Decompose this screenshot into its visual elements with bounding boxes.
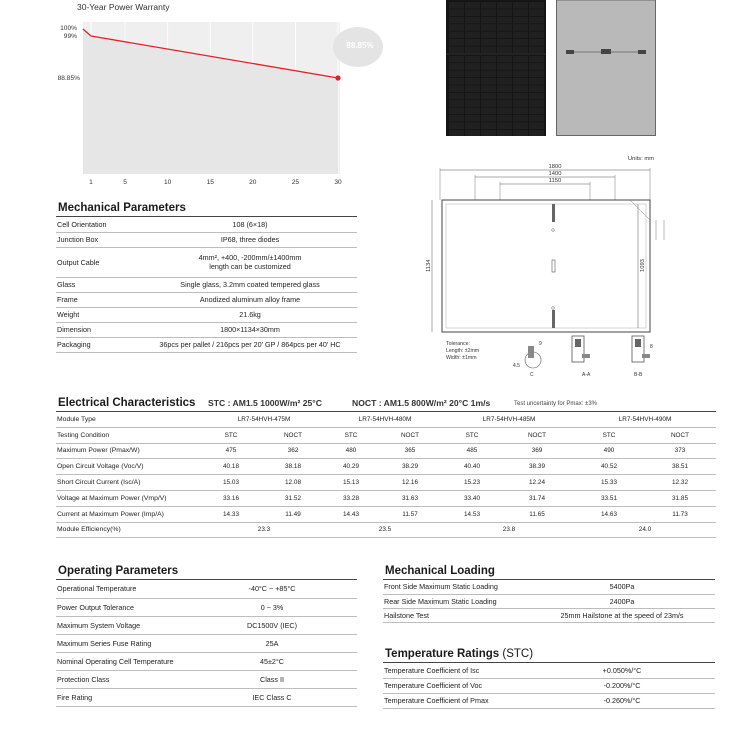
technical-drawing	[420, 160, 690, 382]
table-row: Weight 21.6kg	[56, 307, 357, 322]
tolerance-width: Width: ±1mm	[446, 355, 477, 361]
units-label: Units: mm	[628, 156, 655, 162]
label-bb: B-B	[634, 372, 643, 378]
panel-front-image	[446, 0, 546, 136]
table-row: Module Type LR7-54HVH-475M LR7-54HVH-480M LR7-54HVH-485M LR7-54HVH-490M	[56, 412, 716, 427]
electrical-noct: NOCT : AM1.5 800W/m² 20°C 1m/s	[352, 398, 491, 408]
temperature-table	[383, 663, 715, 709]
table-row: Front Side Maximum Static Loading 5400Pa	[383, 580, 715, 594]
table-row: Temperature Coefficient of Pmax -0.260%/°C	[383, 693, 715, 708]
electrical-test-note: Test uncertainty for Pmax: ±3%	[514, 401, 597, 407]
warranty-badge-text: 88.85%	[346, 41, 374, 50]
table-row: Nominal Operating Cell Temperature 45±2°C	[56, 652, 357, 670]
table-row: Maximum System Voltage DC1500V (IEC)	[56, 616, 357, 634]
mechanical-title: Mechanical Parameters	[58, 202, 186, 214]
table-row: Short Circuit Current (Isc/A) 15.03 12.08 15.13 12.16 15.23 12.24 15.33 12.32	[56, 475, 716, 491]
x-tick-label: 20	[249, 179, 257, 186]
table-row: Frame Anodized aluminum alloy frame	[56, 292, 357, 307]
table-row: Output Cable 4mm², +400, -200mm/±1400mm length can be customized	[56, 247, 357, 277]
table-row: Rear Side Maximum Static Loading 2400Pa	[383, 594, 715, 608]
dim-1800: 1800	[548, 164, 562, 170]
table-row: Testing Condition STC NOCT STC NOCT STC NOCT STC NOCT	[56, 427, 716, 443]
warranty-title: 30-Year Power Warranty	[77, 2, 170, 12]
table-row: Maximum Power (Pmax/W) 475 362 480 365 485 369 490 373	[56, 443, 716, 459]
dim-1093: 1093	[640, 259, 646, 272]
table-row: Glass Single glass, 3.2mm coated tempered glass	[56, 277, 357, 292]
temperature-title-main: Temperature Ratings	[385, 648, 500, 660]
temperature-title	[385, 648, 533, 660]
label-8: 8	[650, 344, 653, 350]
table-row: Packaging 36pcs per pallet / 216pcs per 20' GP / 864pcs per 40' HC	[56, 337, 357, 352]
table-row: Power Output Tolerance 0 ~ 3%	[56, 598, 357, 616]
table-row: Operational Temperature -40°C ~ +85°C	[56, 580, 357, 598]
table-row: Hailstone Test 25mm Hailstone at the speed of 23m/s	[383, 608, 715, 622]
mech-loading-title: Mechanical Loading	[385, 565, 495, 577]
table-row: Dimension 1800×1134×30mm	[56, 322, 357, 337]
table-row: Temperature Coefficient of Voc -0.200%/°C	[383, 678, 715, 693]
y-label-8885: 88.85%	[57, 75, 80, 82]
mech-loading-table	[383, 580, 715, 623]
mechanical-table	[56, 217, 357, 353]
x-tick-label: 5	[123, 179, 127, 186]
table-row: Open Circuit Voltage (Voc/V) 40.18 38.18 40.29 38.29 40.40 38.39 40.52 38.51	[56, 459, 716, 475]
x-tick-label: 30	[334, 179, 342, 186]
dim-1150: 1150	[548, 178, 562, 184]
tolerance-title: Tolerance:	[446, 341, 470, 347]
table-row: Current at Maximum Power (Imp/A) 14.33 11.49 14.43 11.57 14.53 11.65 14.63 11.73	[56, 506, 716, 522]
dim-1400: 1400	[548, 171, 562, 177]
x-tick-label: 1	[89, 179, 93, 186]
model-490: LR7-54HVH-490M	[574, 412, 716, 427]
operating-title: Operating Parameters	[58, 565, 179, 577]
table-row: Module Efficiency(%) 23.3 23.5 23.8 24.0	[56, 522, 716, 538]
x-tick-label: 25	[291, 179, 300, 186]
x-tick-labels	[89, 179, 342, 186]
x-tick-label: 15	[206, 179, 214, 186]
model-480: LR7-54HVH-480M	[326, 412, 444, 427]
electrical-stc: STC : AM1.5 1000W/m² 25°C	[208, 398, 322, 408]
label-9: 9	[539, 341, 542, 347]
warranty-end-point	[335, 75, 340, 80]
dim-1134: 1134	[426, 259, 432, 272]
table-row: Maximum Series Fuse Rating 25A	[56, 634, 357, 652]
tolerance-length: Length: ±2mm	[446, 348, 480, 354]
y-label-99: 99%	[63, 33, 77, 40]
electrical-table	[56, 412, 716, 538]
x-tick-label: 10	[163, 179, 172, 186]
table-row: Fire Rating IEC Class C	[56, 688, 357, 706]
temperature-title-suffix: (STC)	[502, 648, 534, 660]
operating-table	[56, 580, 357, 707]
table-row: Junction Box IP68, three diodes	[56, 232, 357, 247]
panel-back-image	[556, 0, 656, 136]
table-row: Cell Orientation 108 (6×18)	[56, 217, 357, 232]
label-aa: A-A	[582, 372, 591, 378]
model-485: LR7-54HVH-485M	[444, 412, 574, 427]
table-row: Temperature Coefficient of Isc +0.050%/°C	[383, 663, 715, 678]
electrical-title: Electrical Characteristics	[58, 397, 196, 409]
table-row: Protection Class Class II	[56, 670, 357, 688]
label-c: C	[530, 372, 534, 378]
label-45: 4.5	[513, 363, 520, 369]
model-475: LR7-54HVH-475M	[202, 412, 326, 427]
warranty-chart	[50, 18, 370, 188]
table-row: Voltage at Maximum Power (Vmp/V) 33.16 31.52 33.28 31.63 33.40 31.74 33.51 31.85	[56, 490, 716, 506]
y-label-100: 100%	[60, 25, 77, 32]
